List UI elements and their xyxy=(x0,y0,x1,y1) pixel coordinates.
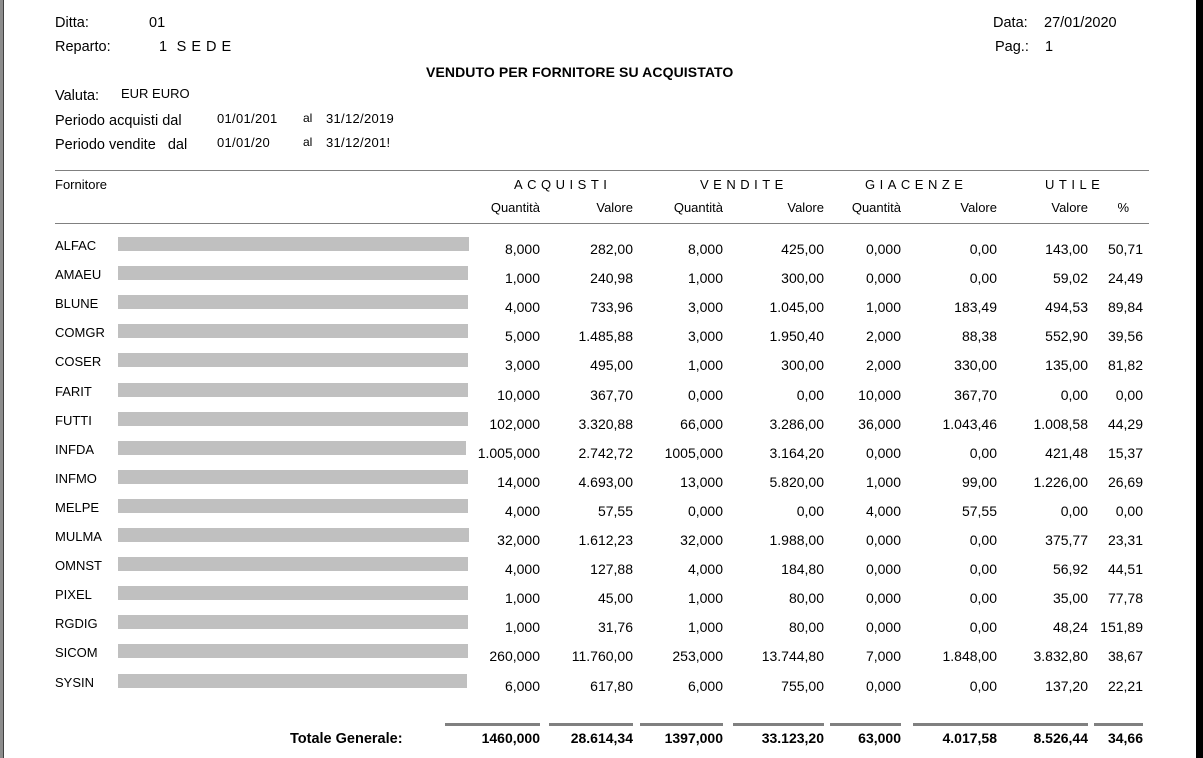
cell-giacenze-quantita: 0,000 xyxy=(865,270,901,287)
cell-utile-valore: 135,00 xyxy=(1045,357,1088,374)
total-rule-acquisti-valore xyxy=(549,723,633,726)
cell-vendite-valore: 0,00 xyxy=(796,502,824,519)
cell-utile-percent: 50,71 xyxy=(1107,241,1143,257)
cell-acquisti-valore: 11.760,00 xyxy=(571,648,633,665)
cell-utile-valore: 494,53 xyxy=(1045,299,1088,316)
cell-giacenze-quantita: 0,000 xyxy=(865,444,901,461)
cell-vendite-quantita: 1005,000 xyxy=(664,444,723,461)
group-header-acquisti: ACQUISTI xyxy=(514,177,612,192)
report-title: VENDUTO PER FORNITORE SU ACQUISTATO xyxy=(426,64,734,80)
group-header-utile: UTILE xyxy=(1045,177,1105,192)
cell-utile-valore: 421,48 xyxy=(1045,444,1088,461)
cell-vendite-quantita: 253,000 xyxy=(672,648,723,665)
cell-vendite-quantita: 3,000 xyxy=(687,299,723,316)
cell-vendite-valore: 5.820,00 xyxy=(769,473,824,490)
cell-utile-valore: 48,24 xyxy=(1052,619,1088,636)
cell-giacenze-valore: 330,00 xyxy=(954,357,997,374)
cell-giacenze-quantita: 10,000 xyxy=(858,386,901,403)
cell-vendite-quantita: 1,000 xyxy=(687,270,723,287)
cell-vendite-quantita: 13,000 xyxy=(680,473,723,490)
cell-giacenze-valore: 88,38 xyxy=(961,328,997,345)
cell-utile-percent: 24,49 xyxy=(1107,270,1143,287)
supplier-code: SYSIN xyxy=(55,674,95,690)
cell-acquisti-quantita: 3,000 xyxy=(504,357,540,374)
cell-utile-percent: 15,37 xyxy=(1107,444,1143,461)
cell-vendite-quantita: 4,000 xyxy=(687,561,723,578)
valuta-label: Valuta: xyxy=(55,88,100,104)
cell-acquisti-quantita: 260,000 xyxy=(489,648,540,665)
cell-utile-valore: 1.226,00 xyxy=(1033,473,1088,490)
valuta-value: EUR EURO xyxy=(121,86,190,101)
cell-acquisti-quantita: 1,000 xyxy=(504,619,540,636)
cell-giacenze-valore: 0,00 xyxy=(969,270,997,287)
cell-utile-valore: 35,00 xyxy=(1052,590,1088,607)
cell-vendite-valore: 1.988,00 xyxy=(769,532,824,548)
cell-acquisti-valore: 495,00 xyxy=(590,357,633,374)
cell-giacenze-quantita: 7,000 xyxy=(865,648,901,665)
total-acquisti-valore: 28.614,34 xyxy=(570,730,633,746)
cell-vendite-quantita: 1,000 xyxy=(687,590,723,607)
cell-utile-percent: 39,56 xyxy=(1107,328,1143,345)
cell-acquisti-valore: 57,55 xyxy=(597,502,633,519)
group-header-giacenze: GIACENZE xyxy=(865,177,968,192)
total-rule-utile-percent xyxy=(1094,723,1143,726)
supplier-code: INFMO xyxy=(55,470,97,486)
subheader-acquisti-valore: Valore xyxy=(596,200,633,215)
cell-giacenze-valore: 0,00 xyxy=(969,241,997,257)
cell-giacenze-quantita: 0,000 xyxy=(865,561,901,578)
cell-giacenze-valore: 183,49 xyxy=(954,299,997,316)
redacted-supplier-name xyxy=(118,615,468,629)
cell-acquisti-valore: 3.320,88 xyxy=(578,415,633,432)
table-header-rule xyxy=(55,223,1149,224)
cell-acquisti-valore: 1.485,88 xyxy=(578,328,633,345)
page-right-border xyxy=(1196,0,1203,758)
cell-utile-percent: 151,89 xyxy=(1100,619,1143,636)
cell-acquisti-valore: 2.742,72 xyxy=(578,444,633,461)
supplier-code: SICOM xyxy=(55,645,98,661)
cell-utile-percent: 77,78 xyxy=(1107,590,1143,607)
periodo-acquisti-al: al xyxy=(303,111,313,125)
cell-utile-percent: 23,31 xyxy=(1107,532,1143,548)
periodo-acquisti-to: 31/12/2019 xyxy=(326,111,395,126)
cell-vendite-valore: 80,00 xyxy=(788,619,824,636)
total-utile-percent: 34,66 xyxy=(1107,730,1143,746)
cell-vendite-valore: 3.286,00 xyxy=(769,415,824,432)
cell-giacenze-valore: 57,55 xyxy=(961,502,997,519)
ditta-value: 01 xyxy=(149,15,166,31)
redacted-supplier-name xyxy=(118,324,468,338)
cell-acquisti-quantita: 6,000 xyxy=(504,677,540,694)
cell-acquisti-valore: 127,88 xyxy=(590,561,633,578)
periodo-acquisti-from: 01/01/201 xyxy=(217,111,278,126)
cell-acquisti-quantita: 4,000 xyxy=(504,561,540,578)
supplier-code: PIXEL xyxy=(55,587,92,603)
table-top-rule xyxy=(55,170,1149,171)
cell-acquisti-valore: 733,96 xyxy=(590,299,633,316)
supplier-code: FARIT xyxy=(55,383,92,399)
group-header-vendite: VENDITE xyxy=(700,177,788,192)
total-label: Totale Generale: xyxy=(290,731,403,747)
cell-vendite-valore: 1.045,00 xyxy=(769,299,824,316)
cell-giacenze-valore: 367,70 xyxy=(954,386,997,403)
subheader-giacenze-valore: Valore xyxy=(960,200,997,215)
cell-utile-percent: 0,00 xyxy=(1115,386,1143,403)
cell-giacenze-quantita: 36,000 xyxy=(858,415,901,432)
cell-giacenze-valore: 0,00 xyxy=(969,677,997,694)
cell-giacenze-quantita: 0,000 xyxy=(865,677,901,694)
supplier-code: RGDIG xyxy=(55,616,98,632)
periodo-vendite-al: al xyxy=(303,135,313,149)
cell-acquisti-quantita: 4,000 xyxy=(504,299,540,316)
redacted-supplier-name xyxy=(118,586,468,600)
cell-utile-percent: 44,29 xyxy=(1107,415,1143,432)
cell-vendite-valore: 184,80 xyxy=(781,561,824,578)
subheader-utile-percent: % xyxy=(1117,200,1129,215)
cell-acquisti-quantita: 1,000 xyxy=(504,590,540,607)
redacted-supplier-name xyxy=(118,499,468,513)
periodo-vendite-to: 31/12/201! xyxy=(326,135,391,150)
cell-giacenze-valore: 0,00 xyxy=(969,590,997,607)
periodo-vendite-label: Periodo vendite dal xyxy=(55,137,188,153)
supplier-code: COSER xyxy=(55,354,102,370)
cell-acquisti-quantita: 5,000 xyxy=(504,328,540,345)
cell-utile-valore: 59,02 xyxy=(1052,270,1088,287)
cell-giacenze-quantita: 2,000 xyxy=(865,357,901,374)
redacted-supplier-name xyxy=(118,470,468,484)
cell-vendite-quantita: 66,000 xyxy=(680,415,723,432)
total-rule-vendite-valore xyxy=(733,723,824,726)
cell-acquisti-valore: 240,98 xyxy=(590,270,633,287)
cell-utile-valore: 143,00 xyxy=(1045,241,1088,257)
redacted-supplier-name xyxy=(118,353,468,367)
cell-vendite-valore: 0,00 xyxy=(796,386,824,403)
cell-giacenze-quantita: 0,000 xyxy=(865,619,901,636)
cell-vendite-quantita: 8,000 xyxy=(687,241,723,257)
total-rule-giacenze-valore xyxy=(913,723,997,726)
cell-utile-valore: 3.832,80 xyxy=(1033,648,1088,665)
cell-utile-valore: 552,90 xyxy=(1045,328,1088,345)
redacted-supplier-name xyxy=(118,266,468,280)
cell-utile-percent: 81,82 xyxy=(1107,357,1143,374)
cell-giacenze-valore: 99,00 xyxy=(961,473,997,490)
supplier-code: FUTTI xyxy=(55,412,92,428)
total-rule-utile-valore xyxy=(997,723,1088,726)
total-rule-acquisti-quantita xyxy=(445,723,540,726)
periodo-vendite-from: 01/01/20 xyxy=(217,135,271,150)
supplier-code: OMNST xyxy=(55,558,102,574)
cell-vendite-valore: 755,00 xyxy=(781,677,824,694)
data-value: 27/01/2020 xyxy=(1044,15,1117,31)
cell-giacenze-valore: 0,00 xyxy=(969,561,997,578)
redacted-supplier-name xyxy=(118,644,468,658)
subheader-acquisti-quantita: Quantità xyxy=(490,200,540,215)
cell-vendite-valore: 80,00 xyxy=(788,590,824,607)
total-utile-valore: 8.526,44 xyxy=(1033,730,1088,746)
supplier-code: COMGR xyxy=(55,325,105,341)
cell-giacenze-valore: 1.043,46 xyxy=(942,415,997,432)
cell-giacenze-quantita: 2,000 xyxy=(865,328,901,345)
cell-vendite-valore: 13.744,80 xyxy=(761,648,824,665)
total-giacenze-quantita: 63,000 xyxy=(858,730,901,746)
cell-utile-percent: 22,21 xyxy=(1107,677,1143,694)
cell-acquisti-valore: 367,70 xyxy=(590,386,633,403)
cell-utile-valore: 137,20 xyxy=(1045,677,1088,694)
reparto-value: 1 S E D E xyxy=(159,39,232,55)
cell-vendite-quantita: 0,000 xyxy=(687,502,723,519)
cell-giacenze-quantita: 4,000 xyxy=(865,502,901,519)
cell-vendite-quantita: 3,000 xyxy=(687,328,723,345)
cell-utile-percent: 44,51 xyxy=(1107,561,1143,578)
cell-acquisti-quantita: 10,000 xyxy=(497,386,540,403)
cell-acquisti-valore: 617,80 xyxy=(590,677,633,694)
subheader-vendite-valore: Valore xyxy=(787,200,824,215)
cell-acquisti-quantita: 1,000 xyxy=(504,270,540,287)
pag-label: Pag.: xyxy=(995,39,1029,55)
cell-utile-valore: 0,00 xyxy=(1060,502,1088,519)
subheader-giacenze-quantita: Quantità xyxy=(851,200,901,215)
redacted-supplier-name xyxy=(118,412,468,426)
redacted-supplier-name xyxy=(118,383,468,397)
total-rule-giacenze-quantita xyxy=(830,723,901,726)
cell-acquisti-valore: 31,76 xyxy=(597,619,633,636)
cell-vendite-quantita: 1,000 xyxy=(687,357,723,374)
cell-utile-percent: 26,69 xyxy=(1107,473,1143,490)
supplier-code: INFDA xyxy=(55,441,94,457)
redacted-supplier-name xyxy=(118,237,469,251)
cell-vendite-valore: 425,00 xyxy=(781,241,824,257)
fornitore-header: Fornitore xyxy=(55,177,108,192)
subheader-vendite-quantita: Quantità xyxy=(673,200,723,215)
total-giacenze-valore: 4.017,58 xyxy=(942,730,997,746)
cell-acquisti-valore: 1.612,23 xyxy=(578,532,633,548)
cell-acquisti-valore: 4.693,00 xyxy=(578,473,633,490)
cell-acquisti-quantita: 102,000 xyxy=(489,415,540,432)
cell-acquisti-quantita: 14,000 xyxy=(497,473,540,490)
periodo-acquisti-label: Periodo acquisti dal xyxy=(55,113,182,129)
reparto-label: Reparto: xyxy=(55,39,111,55)
cell-vendite-valore: 3.164,20 xyxy=(769,444,824,461)
redacted-supplier-name xyxy=(118,441,466,455)
cell-giacenze-valore: 0,00 xyxy=(969,444,997,461)
cell-vendite-quantita: 1,000 xyxy=(687,619,723,636)
redacted-supplier-name xyxy=(118,674,467,688)
cell-giacenze-quantita: 0,000 xyxy=(865,532,901,548)
supplier-code: MELPE xyxy=(55,499,100,515)
pag-value: 1 xyxy=(1045,39,1054,55)
cell-vendite-quantita: 0,000 xyxy=(687,386,723,403)
total-vendite-quantita: 1397,000 xyxy=(664,730,723,746)
cell-utile-valore: 375,77 xyxy=(1045,532,1088,548)
cell-acquisti-valore: 282,00 xyxy=(590,241,633,257)
cell-giacenze-quantita: 0,000 xyxy=(865,590,901,607)
redacted-supplier-name xyxy=(118,528,469,542)
supplier-code: AMAEU xyxy=(55,267,102,283)
cell-vendite-valore: 300,00 xyxy=(781,357,824,374)
cell-giacenze-quantita: 1,000 xyxy=(865,299,901,316)
cell-vendite-valore: 300,00 xyxy=(781,270,824,287)
cell-acquisti-quantita: 8,000 xyxy=(504,241,540,257)
cell-acquisti-quantita: 1.005,000 xyxy=(477,444,540,461)
supplier-code: BLUNE xyxy=(55,296,99,312)
total-vendite-valore: 33.123,20 xyxy=(761,730,824,746)
cell-vendite-valore: 1.950,40 xyxy=(769,328,824,345)
cell-vendite-quantita: 32,000 xyxy=(680,532,723,548)
cell-utile-percent: 38,67 xyxy=(1107,648,1143,665)
cell-giacenze-valore: 0,00 xyxy=(969,619,997,636)
cell-utile-valore: 56,92 xyxy=(1052,561,1088,578)
redacted-supplier-name xyxy=(118,557,468,571)
cell-giacenze-valore: 0,00 xyxy=(969,532,997,548)
cell-acquisti-valore: 45,00 xyxy=(597,590,633,607)
subheader-utile-valore: Valore xyxy=(1051,200,1088,215)
cell-giacenze-quantita: 1,000 xyxy=(865,473,901,490)
data-label: Data: xyxy=(993,15,1028,31)
total-acquisti-quantita: 1460,000 xyxy=(481,730,540,746)
ditta-label: Ditta: xyxy=(55,15,89,31)
cell-vendite-quantita: 6,000 xyxy=(687,677,723,694)
redacted-supplier-name xyxy=(118,295,468,309)
supplier-code: ALFAC xyxy=(55,238,97,253)
cell-utile-valore: 1.008,58 xyxy=(1033,415,1088,432)
cell-giacenze-valore: 1.848,00 xyxy=(942,648,997,665)
cell-utile-percent: 89,84 xyxy=(1107,299,1143,316)
cell-giacenze-quantita: 0,000 xyxy=(865,241,901,257)
cell-utile-percent: 0,00 xyxy=(1115,502,1143,519)
cell-utile-valore: 0,00 xyxy=(1060,386,1088,403)
supplier-code: MULMA xyxy=(55,529,102,544)
page-left-border-inner xyxy=(3,0,4,758)
cell-acquisti-quantita: 4,000 xyxy=(504,502,540,519)
total-rule-vendite-quantita xyxy=(640,723,723,726)
cell-acquisti-quantita: 32,000 xyxy=(497,532,540,548)
